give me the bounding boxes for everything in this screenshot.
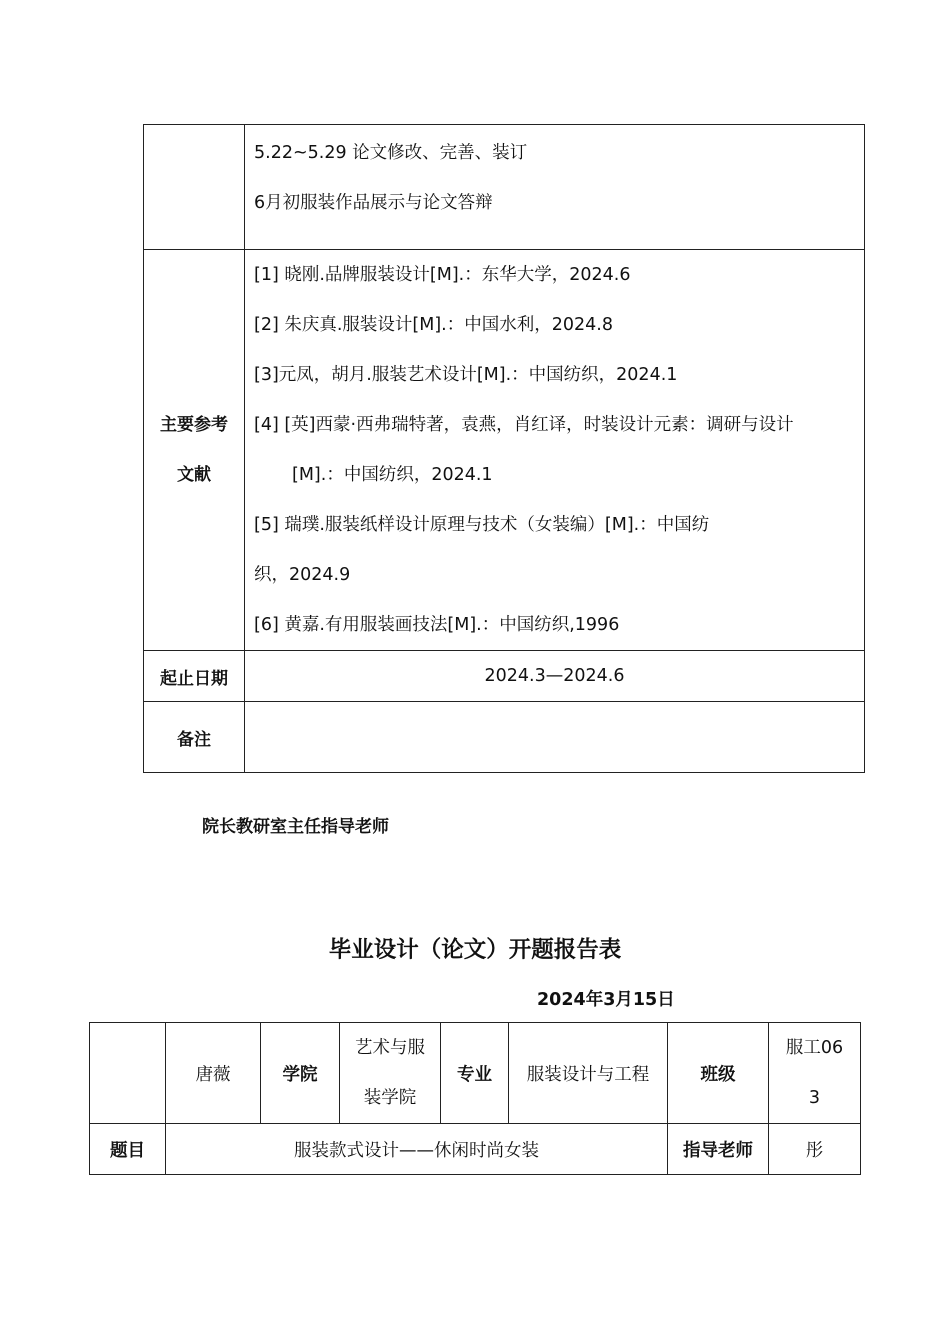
schedule-label-cell xyxy=(144,125,245,250)
references-label-line1: 主要参考 xyxy=(160,415,228,435)
college-label: 学院 xyxy=(261,1023,340,1124)
remarks-row xyxy=(144,702,865,773)
dates-label: 起止日期 xyxy=(144,651,245,702)
schedule-content-cell xyxy=(245,125,865,250)
reference-item: [2] 朱庆真.服装设计[M].：中国水利，2024.8 xyxy=(254,315,613,335)
reference-item: [4] [英]西蒙·西弗瑞特著，袁燕，肖红译，时装设计元素：调研与设计 xyxy=(254,415,794,435)
topic-row xyxy=(90,1124,861,1175)
info-row xyxy=(90,1023,861,1124)
advisor-value: 彤 xyxy=(769,1124,861,1175)
references-content-cell xyxy=(245,250,865,651)
remarks-label: 备注 xyxy=(144,702,245,773)
reference-item: [6] 黄嘉.有用服装画技法[M].：中国纺织,1996 xyxy=(254,615,620,635)
name-value: 唐薇 xyxy=(166,1023,261,1124)
advisor-label: 指导老师 xyxy=(668,1124,769,1175)
reference-item-continued: 织，2024.9 xyxy=(254,565,351,585)
class-value xyxy=(769,1023,861,1124)
schedule-line: 6月初服装作品展示与论文答辩 xyxy=(254,193,493,213)
schedule-line: 5.22~5.29 论文修改、完善、装订 xyxy=(254,143,528,163)
reference-item: [5] 瑞璞.服装纸样设计原理与技术（女装编）[M].：中国纺 xyxy=(254,515,710,535)
topic-label: 题目 xyxy=(90,1124,166,1175)
dates-row xyxy=(144,651,865,702)
reference-item-continued: [M].：中国纺织，2024.1 xyxy=(292,465,493,485)
topic-value: 服装款式设计——休闲时尚女装 xyxy=(166,1124,668,1175)
name-label-cell xyxy=(90,1023,166,1124)
report-title: 毕业设计（论文）开题报告表 xyxy=(328,937,622,963)
remarks-value xyxy=(245,702,865,773)
college-value xyxy=(340,1023,441,1124)
reference-item: [3]元凤，胡月.服装艺术设计[M].：中国纺织，2024.1 xyxy=(254,365,678,385)
references-label-line2: 文献 xyxy=(177,465,211,485)
report-date: 2024年3月15日 xyxy=(537,990,675,1010)
major-value: 服装设计与工程 xyxy=(509,1023,668,1124)
plan-table xyxy=(143,124,865,773)
signature-line: 院长教研室主任指导老师 xyxy=(202,817,389,837)
college-value-line1: 艺术与服 xyxy=(355,1038,425,1058)
report-info-table xyxy=(89,1022,861,1175)
class-value-line2: 3 xyxy=(808,1088,821,1108)
dates-value: 2024.3—2024.6 xyxy=(245,651,865,702)
major-label: 专业 xyxy=(441,1023,509,1124)
reference-item: [1] 晓刚.品牌服装设计[M].：东华大学，2024.6 xyxy=(254,265,631,285)
college-value-line2: 装学院 xyxy=(363,1088,417,1108)
references-row xyxy=(144,250,865,651)
class-label: 班级 xyxy=(668,1023,769,1124)
references-label xyxy=(144,250,245,651)
schedule-row xyxy=(144,125,865,250)
class-value-line1: 服工06 xyxy=(785,1038,844,1058)
